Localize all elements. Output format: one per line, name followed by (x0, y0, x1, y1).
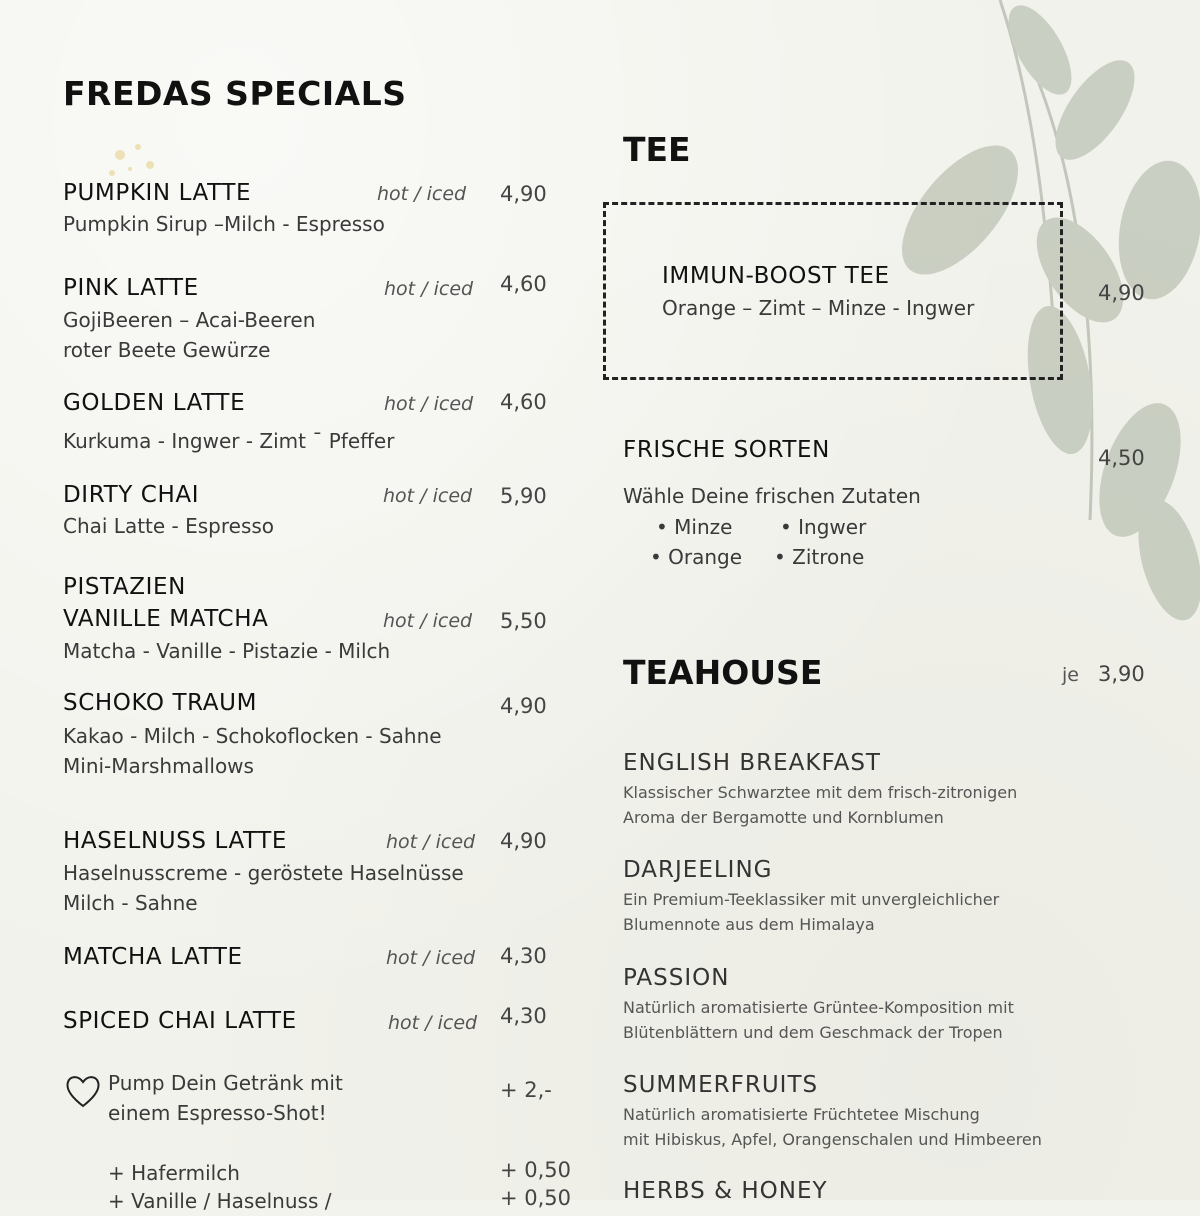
fresh-option: • Ingwer (780, 515, 867, 539)
tee-title: TEE (623, 130, 691, 169)
item-price: 4,90 (500, 829, 547, 853)
item-name: SCHOKO TRAUM (63, 690, 258, 716)
item-name: HASELNUSS LATTE (63, 828, 288, 854)
item-name: PISTAZIEN (63, 574, 186, 600)
tea-description: Aroma der Bergamotte und Kornblumen (623, 808, 944, 827)
fresh-option: • Zitrone (774, 545, 865, 569)
item-description: Matcha - Vanille - Pistazie - Milch (63, 639, 391, 663)
item-name: PUMPKIN LATTE (63, 180, 252, 206)
tea-description: Klassischer Schwarztee mit dem frisch-zitronigen (623, 783, 1018, 802)
item-price: 4,60 (500, 390, 547, 414)
item-description: roter Beete Gewürze (63, 338, 271, 362)
immun-boost-highlight-box (603, 202, 1063, 380)
item-description: Kurkuma - Ingwer - Zimt ¯ Pfeffer (63, 429, 395, 453)
tea-description: Natürlich aromatisierte Grüntee-Komposition mit (623, 998, 1014, 1017)
item-name: SPICED CHAI LATTE (63, 1008, 297, 1034)
item-name: GOLDEN LATTE (63, 390, 246, 416)
tea-description: Blütenblättern und dem Geschmack der Tropen (623, 1023, 1003, 1042)
extra-item: + Vanille / Haselnuss / (108, 1189, 332, 1213)
fresh-price: 4,50 (1098, 446, 1145, 470)
extra-item: + Hafermilch (108, 1161, 240, 1185)
item-price: 5,50 (500, 609, 547, 633)
item-price: 4,30 (500, 944, 547, 968)
hot-iced-label: hot / iced (377, 183, 467, 205)
boost-name: IMMUN-BOOST TEE (662, 263, 890, 289)
fresh-option: • Minze (656, 515, 733, 539)
boost-description: Orange – Zimt – Minze - Ingwer (662, 296, 975, 320)
extra-price: + 0,50 (500, 1158, 572, 1182)
item-description: Kakao - Milch - Schokoflocken - Sahne (63, 724, 442, 748)
item-description: Milch - Sahne (63, 891, 198, 915)
item-name: DIRTY CHAI (63, 482, 200, 508)
tea-name: PASSION (623, 965, 730, 991)
teahouse-price: 3,90 (1098, 662, 1145, 686)
tea-name: ENGLISH BREAKFAST (623, 750, 881, 776)
pump-text-line1: Pump Dein Getränk mit (108, 1071, 343, 1095)
item-price: 5,90 (500, 484, 547, 508)
hot-iced-label: hot / iced (384, 393, 474, 415)
item-name: PINK LATTE (63, 275, 199, 301)
specials-title: FREDAS SPECIALS (63, 74, 407, 113)
paint-speckle-decoration (100, 135, 170, 185)
hot-iced-label: hot / iced (388, 1012, 478, 1034)
hot-iced-label: hot / iced (386, 947, 476, 969)
item-price: 4,30 (500, 1004, 547, 1028)
tea-name: DARJEELING (623, 857, 773, 883)
extra-price: + 0,50 (500, 1186, 572, 1210)
tea-description: mit Hibiskus, Apfel, Orangenschalen und Himbeeren (623, 1130, 1042, 1149)
pump-text-line2: einem Espresso-Shot! (108, 1101, 327, 1125)
item-price: 4,90 (500, 182, 547, 206)
tea-name: HERBS & HONEY (623, 1178, 828, 1204)
pump-price: + 2,- (500, 1078, 552, 1102)
heart-icon (64, 1072, 102, 1110)
item-price: 4,60 (500, 272, 547, 296)
hot-iced-label: hot / iced (383, 610, 473, 632)
teahouse-price-prefix: je (1062, 664, 1079, 686)
teahouse-title: TEAHOUSE (623, 653, 823, 692)
item-price: 4,90 (500, 694, 547, 718)
item-description: GojiBeeren – Acai-Beeren (63, 308, 316, 332)
hot-iced-label: hot / iced (386, 831, 476, 853)
hot-iced-label: hot / iced (384, 278, 474, 300)
tea-description: Blumennote aus dem Himalaya (623, 915, 875, 934)
fresh-name: FRISCHE SORTEN (623, 437, 830, 463)
fresh-option: • Orange (650, 545, 743, 569)
fresh-intro: Wähle Deine frischen Zutaten (623, 484, 921, 508)
boost-price: 4,90 (1098, 281, 1145, 305)
hot-iced-label: hot / iced (383, 485, 473, 507)
item-description: Pumpkin Sirup –Milch - Espresso (63, 212, 385, 236)
item-name: MATCHA LATTE (63, 944, 243, 970)
item-description: Haselnusscreme - geröstete Haselnüsse (63, 861, 464, 885)
item-description: Mini-Marshmallows (63, 754, 254, 778)
item-name: VANILLE MATCHA (63, 606, 269, 632)
item-description: Chai Latte - Espresso (63, 514, 275, 538)
tea-name: SUMMERFRUITS (623, 1072, 819, 1098)
tea-description: Natürlich aromatisierte Früchtetee Mischung (623, 1105, 980, 1124)
tea-description: Ein Premium-Teeklassiker mit unvergleichlicher (623, 890, 1000, 909)
